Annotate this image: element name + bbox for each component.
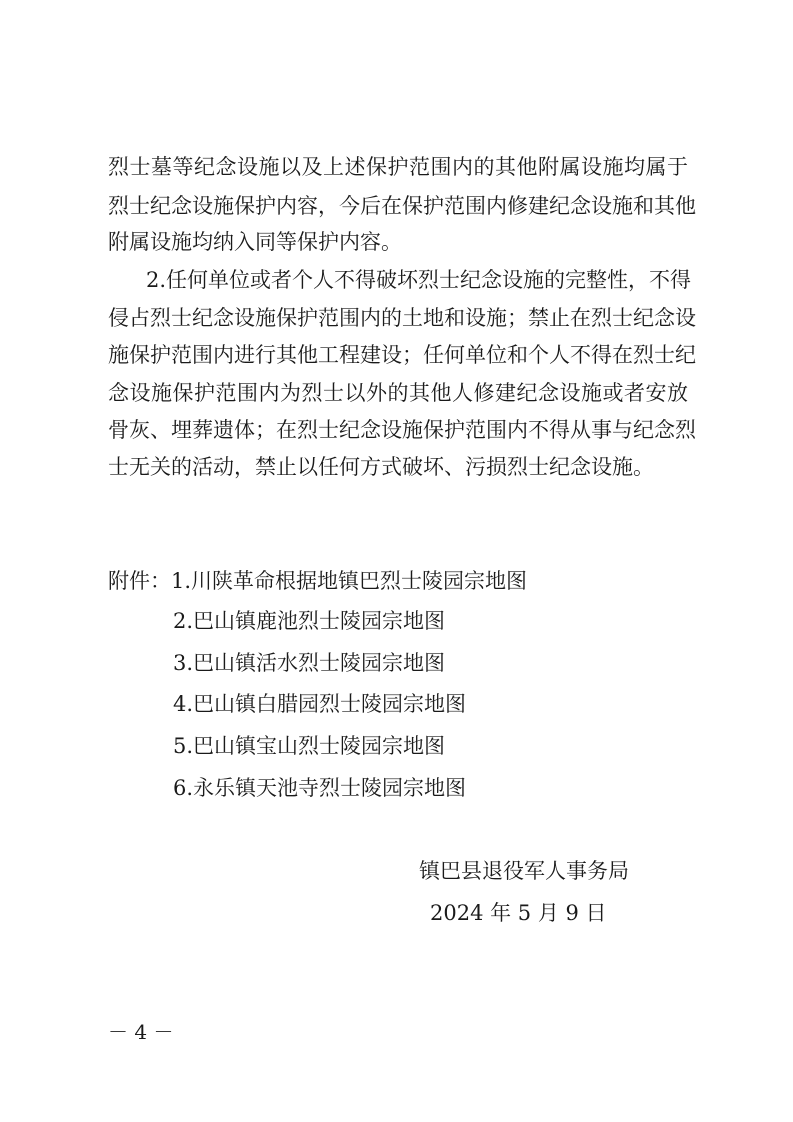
paragraph-2-line-3: 施保护范围内进行其他工程建设；任何单位和个人不得在烈士纪 bbox=[108, 343, 696, 367]
attachments-label: 附件： bbox=[108, 569, 171, 593]
paragraph-2-line-2: 侵占烈士纪念设施保护范围内的土地和设施；禁止在烈士纪念设 bbox=[108, 306, 696, 330]
paragraph-2-line-4: 念设施保护范围内为烈士以外的其他人修建纪念设施或者安放 bbox=[108, 381, 688, 405]
attachment-item-4: 4.巴山镇白腊园烈士陵园宗地图 bbox=[173, 692, 467, 716]
signature-organization: 镇巴县退役军人事务局 bbox=[419, 859, 629, 883]
attachment-item-2: 2.巴山镇鹿池烈士陵园宗地图 bbox=[173, 609, 446, 633]
paragraph-1-line-1: 烈士墓等纪念设施以及上述保护范围内的其他附属设施均属于 bbox=[108, 155, 688, 179]
attachment-item-5: 5.巴山镇宝山烈士陵园宗地图 bbox=[173, 734, 446, 758]
paragraph-1-line-2: 烈士纪念设施保护内容，今后在保护范围内修建纪念设施和其他 bbox=[108, 194, 696, 218]
signature-date: 2024 年 5 月 9 日 bbox=[430, 901, 607, 925]
attachment-item-1: 1.川陕革命根据地镇巴烈士陵园宗地图 bbox=[171, 569, 528, 593]
page-number: － 4 － bbox=[108, 1020, 174, 1044]
attachments-block bbox=[108, 569, 527, 593]
paragraph-1-line-3: 附属设施均纳入同等保护内容。 bbox=[108, 230, 402, 254]
attachment-item-6: 6.永乐镇天池寺烈士陵园宗地图 bbox=[173, 776, 467, 800]
attachment-item-3: 3.巴山镇活水烈士陵园宗地图 bbox=[173, 651, 446, 675]
paragraph-2-line-1: 2.任何单位或者个人不得破坏烈士纪念设施的完整性，不得 bbox=[146, 268, 692, 292]
paragraph-2-line-5: 骨灰、埋葬遗体；在烈士纪念设施保护范围内不得从事与纪念烈 bbox=[108, 418, 696, 442]
paragraph-2-line-6: 士无关的活动，禁止以任何方式破坏、污损烈士纪念设施。 bbox=[108, 455, 654, 479]
